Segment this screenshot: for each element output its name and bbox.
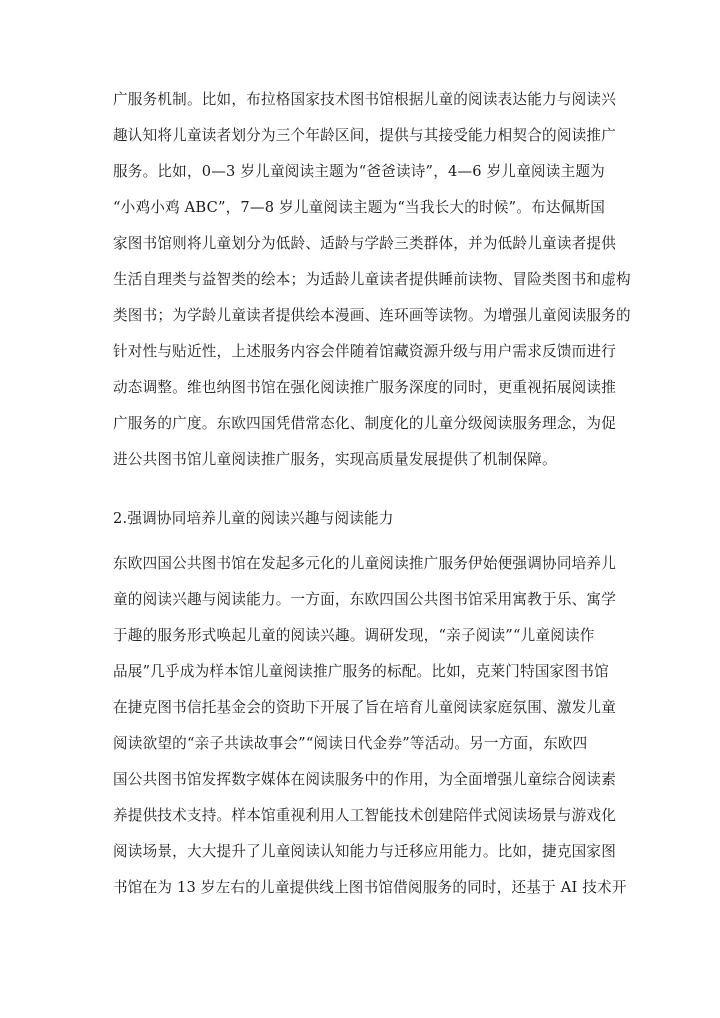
text-line: “小鸡小鸡 ABC”，7—8 岁儿童阅读主题为“当我长大的时候”。布达佩斯国 (113, 199, 606, 216)
text-line: 于趣的服务形式唤起儿童的阅读兴趣。调研发现，“亲子阅读”“儿童阅读作 (113, 627, 595, 644)
text-line: 国公共图书馆发挥数字媒体在阅读服务中的作用，为全面增强儿童综合阅读素 (113, 771, 616, 788)
text-line: 家图书馆则将儿童划分为低龄、适龄与学龄三类群体，并为低龄儿童读者提供 (113, 235, 616, 252)
text-line: 广服务机制。比如，布拉格国家技术图书馆根据儿童的阅读表达能力与阅读兴 (113, 91, 616, 108)
text-line: 在捷克图书信托基金会的资助下开展了旨在培育儿童阅读家庭氛围、激发儿童 (113, 699, 616, 716)
text-line: 阅读场景，大大提升了儿童阅读认知能力与迁移应用能力。比如，捷克国家图 (113, 843, 616, 860)
text-line: 东欧四国公共图书馆在发起多元化的儿童阅读推广服务伊始便强调协同培养儿 (113, 555, 616, 572)
text-line: 针对性与贴近性，上述服务内容会伴随着馆藏资源升级与用户需求反馈而进行 (113, 343, 616, 360)
text-line: 进公共图书馆儿童阅读推广服务，实现高质量发展提供了机制保障。 (113, 451, 557, 468)
text-line: 服务。比如，0—3 岁儿童阅读主题为“爸爸读诗”，4—6 岁儿童阅读主题为 (113, 163, 605, 180)
text-line: 童的阅读兴趣与阅读能力。一方面，东欧四国公共图书馆采用寓教于乐、寓学 (113, 591, 616, 608)
text-line: 书馆在为 13 岁左右的儿童提供线上图书馆借阅服务的同时，还基于 AI 技术开 (113, 879, 627, 896)
text-line: 趣认知将儿童读者划分为三个年龄区间，提供与其接受能力相契合的阅读推广 (113, 127, 616, 144)
text-line: 动态调整。维也纳图书馆在强化阅读推广服务深度的同时，更重视拓展阅读推 (113, 379, 616, 396)
text-line: 生活自理类与益智类的绘本；为适龄儿童读者提供睡前读物、冒险类图书和虚构 (113, 271, 631, 288)
text-line: 阅读欲望的“亲子共读故事会”“阅读日代金券”等活动。另一方面，东欧四 (113, 735, 588, 752)
text-line: 品展”几乎成为样本馆儿童阅读推广服务的标配。比如，克莱门特国家图书馆 (113, 663, 609, 680)
text-line: 类图书；为学龄儿童读者提供绘本漫画、连环画等读物。为增强儿童阅读服务的 (113, 307, 631, 324)
section-heading: 2.强调协同培养儿童的阅读兴趣与阅读能力 (113, 510, 394, 527)
text-line: 广服务的广度。东欧四国凭借常态化、制度化的儿童分级阅读服务理念，为促 (113, 415, 616, 432)
text-line: 养提供技术支持。样本馆重视利用人工智能技术创建陪伴式阅读场景与游戏化 (113, 807, 616, 824)
